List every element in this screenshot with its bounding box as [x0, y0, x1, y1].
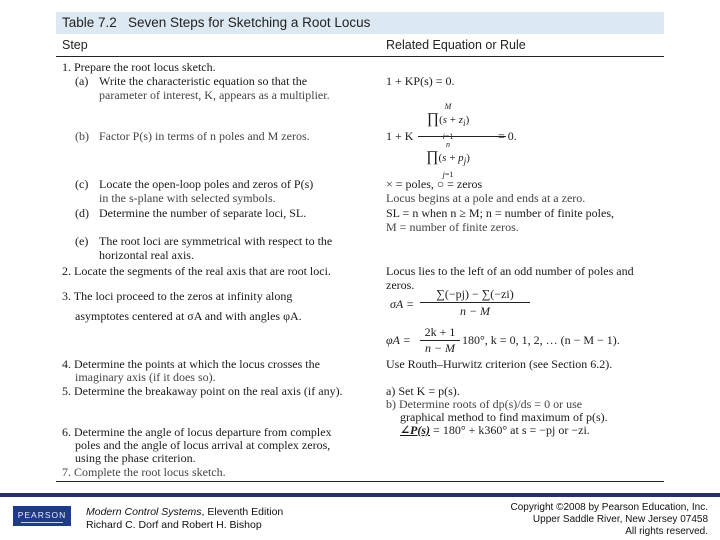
book-edition: , Eleventh Edition: [201, 506, 284, 518]
table-number: Table 7.2: [62, 15, 117, 30]
rule-6: [400, 424, 590, 437]
book-authors: Richard C. Dorf and Robert H. Bishop: [86, 519, 262, 531]
step-4-line2: imaginary axis (if it does so).: [75, 370, 216, 384]
step-1a-line1: Write the characteristic equation so that the: [99, 74, 308, 88]
step-1e-line1: The root loci are symmetrical with respect to the: [99, 234, 333, 248]
rule-5b: b) Determine roots of dp(s)/ds = 0 or use: [386, 397, 583, 411]
step-1e-label: (e): [75, 234, 89, 248]
step-4-line1: 4. Determine the points at which the locus crosses the: [62, 357, 320, 371]
rule-5a: a) Set K = p(s).: [386, 384, 460, 398]
rule-4: Use Routh–Hurwitz criterion (see Section 6.2).: [386, 357, 613, 371]
table-title-bar: [56, 12, 664, 34]
rule-5b-cont: graphical method to find maximum of p(s).: [400, 410, 608, 424]
step-1: 1. Prepare the root locus sketch.: [62, 60, 216, 74]
step-1a-label: (a): [75, 74, 89, 88]
step-6-line2: poles and the angle of locus arrival at complex zeros,: [75, 438, 331, 452]
rule-2-line2: zeros.: [386, 278, 415, 292]
step-1b-label: (b): [75, 129, 89, 143]
rule-1a: 1 + KP(s) = 0.: [386, 74, 455, 88]
rule-1b-fraction-bar: [418, 136, 506, 137]
rule-3-phi-lhs: φA =: [386, 333, 411, 347]
rule-3-phi-num: 2k + 1: [424, 325, 456, 339]
step-1c-line1: Locate the open-loop poles and zeros of P(s): [99, 177, 314, 191]
copyright-line-3: All rights reserved.: [625, 526, 708, 537]
rule-3-phi-den: n − M: [424, 341, 456, 355]
step-1d-label: (d): [75, 206, 89, 220]
step-6-line3: using the phase criterion.: [75, 451, 196, 465]
step-3-line2: asymptotes centered at σA and with angles φA.: [75, 309, 302, 323]
step-3-line1: 3. The loci proceed to the zeros at infinity along: [62, 289, 293, 303]
rule-3-sigma-den: n − M: [459, 304, 491, 318]
rule-3-sigma-bar: [420, 302, 530, 303]
column-header-step: Step: [62, 38, 88, 52]
header-divider: [56, 56, 664, 57]
rule-1b-product-upper: M ∏(s + $z_i$): [426, 102, 470, 129]
rule-1b-prefix: 1 + K: [386, 129, 414, 143]
rule-1b-suffix: = 0.: [498, 129, 517, 143]
copyright-line-2: Upper Saddle River, New Jersey 07458: [532, 514, 708, 525]
step-7: 7. Complete the root locus sketch.: [62, 465, 226, 479]
copyright-notice: [511, 502, 709, 538]
column-header-rule: Related Equation or Rule: [386, 38, 526, 52]
step-6-line1: 6. Determine the angle of locus departure from complex: [62, 425, 332, 439]
rule-1c-symbols: × = poles, ○ = zeros: [386, 177, 483, 191]
step-2: 2. Locate the segments of the real axis that are root loci.: [62, 264, 331, 278]
step-1c-line2: in the s-plane with selected symbols.: [99, 191, 276, 205]
pearson-swoosh-icon: [21, 522, 63, 523]
rule-3-sigma-lhs: σA =: [390, 297, 415, 311]
step-1c-label: (c): [75, 177, 89, 191]
pearson-logo-text: PEARSON: [17, 510, 67, 520]
table-bottom-divider: [56, 481, 664, 482]
book-title: Modern Control Systems: [86, 506, 202, 518]
pearson-logo: [13, 506, 71, 526]
book-citation: [86, 506, 283, 532]
rule-2-line1: Locus lies to the left of an odd number of poles and: [386, 264, 634, 278]
step-1d-line1: Determine the number of separate loci, SL.: [99, 206, 307, 220]
rule-1b-product-lower: n ∏(s + $p_j$) j=1: [426, 140, 470, 180]
rule-6-angle: ∠P(s): [400, 423, 431, 437]
rule-6-rest: = 180° + k360° at s = −pj or −zi.: [430, 423, 590, 437]
footer-divider: [0, 493, 720, 497]
step-1e-line2: horizontal real axis.: [99, 248, 194, 262]
step-5: 5. Determine the breakaway point on the real axis (if any).: [62, 384, 343, 398]
rule-3-sigma-num: ∑(−pj) − ∑(−zi): [436, 287, 514, 301]
table-title: Seven Steps for Sketching a Root Locus: [128, 15, 371, 30]
rule-3-phi-rest: 180°, k = 0, 1, 2, … (n − M − 1).: [462, 333, 620, 347]
rule-1c-locus: Locus begins at a pole and ends at a zero.: [386, 191, 586, 205]
step-1b-line1: Factor P(s) in terms of n poles and M zeros.: [99, 129, 310, 143]
copyright-line-1: Copyright ©2008 by Pearson Education, Inc.: [510, 502, 708, 513]
rule-1d-line2: M = number of finite zeros.: [386, 220, 519, 234]
rule-1d-line1: SL = n when n ≥ M; n = number of finite poles,: [386, 206, 614, 220]
step-1a-line2: parameter of interest, K, appears as a multiplier.: [99, 88, 330, 102]
